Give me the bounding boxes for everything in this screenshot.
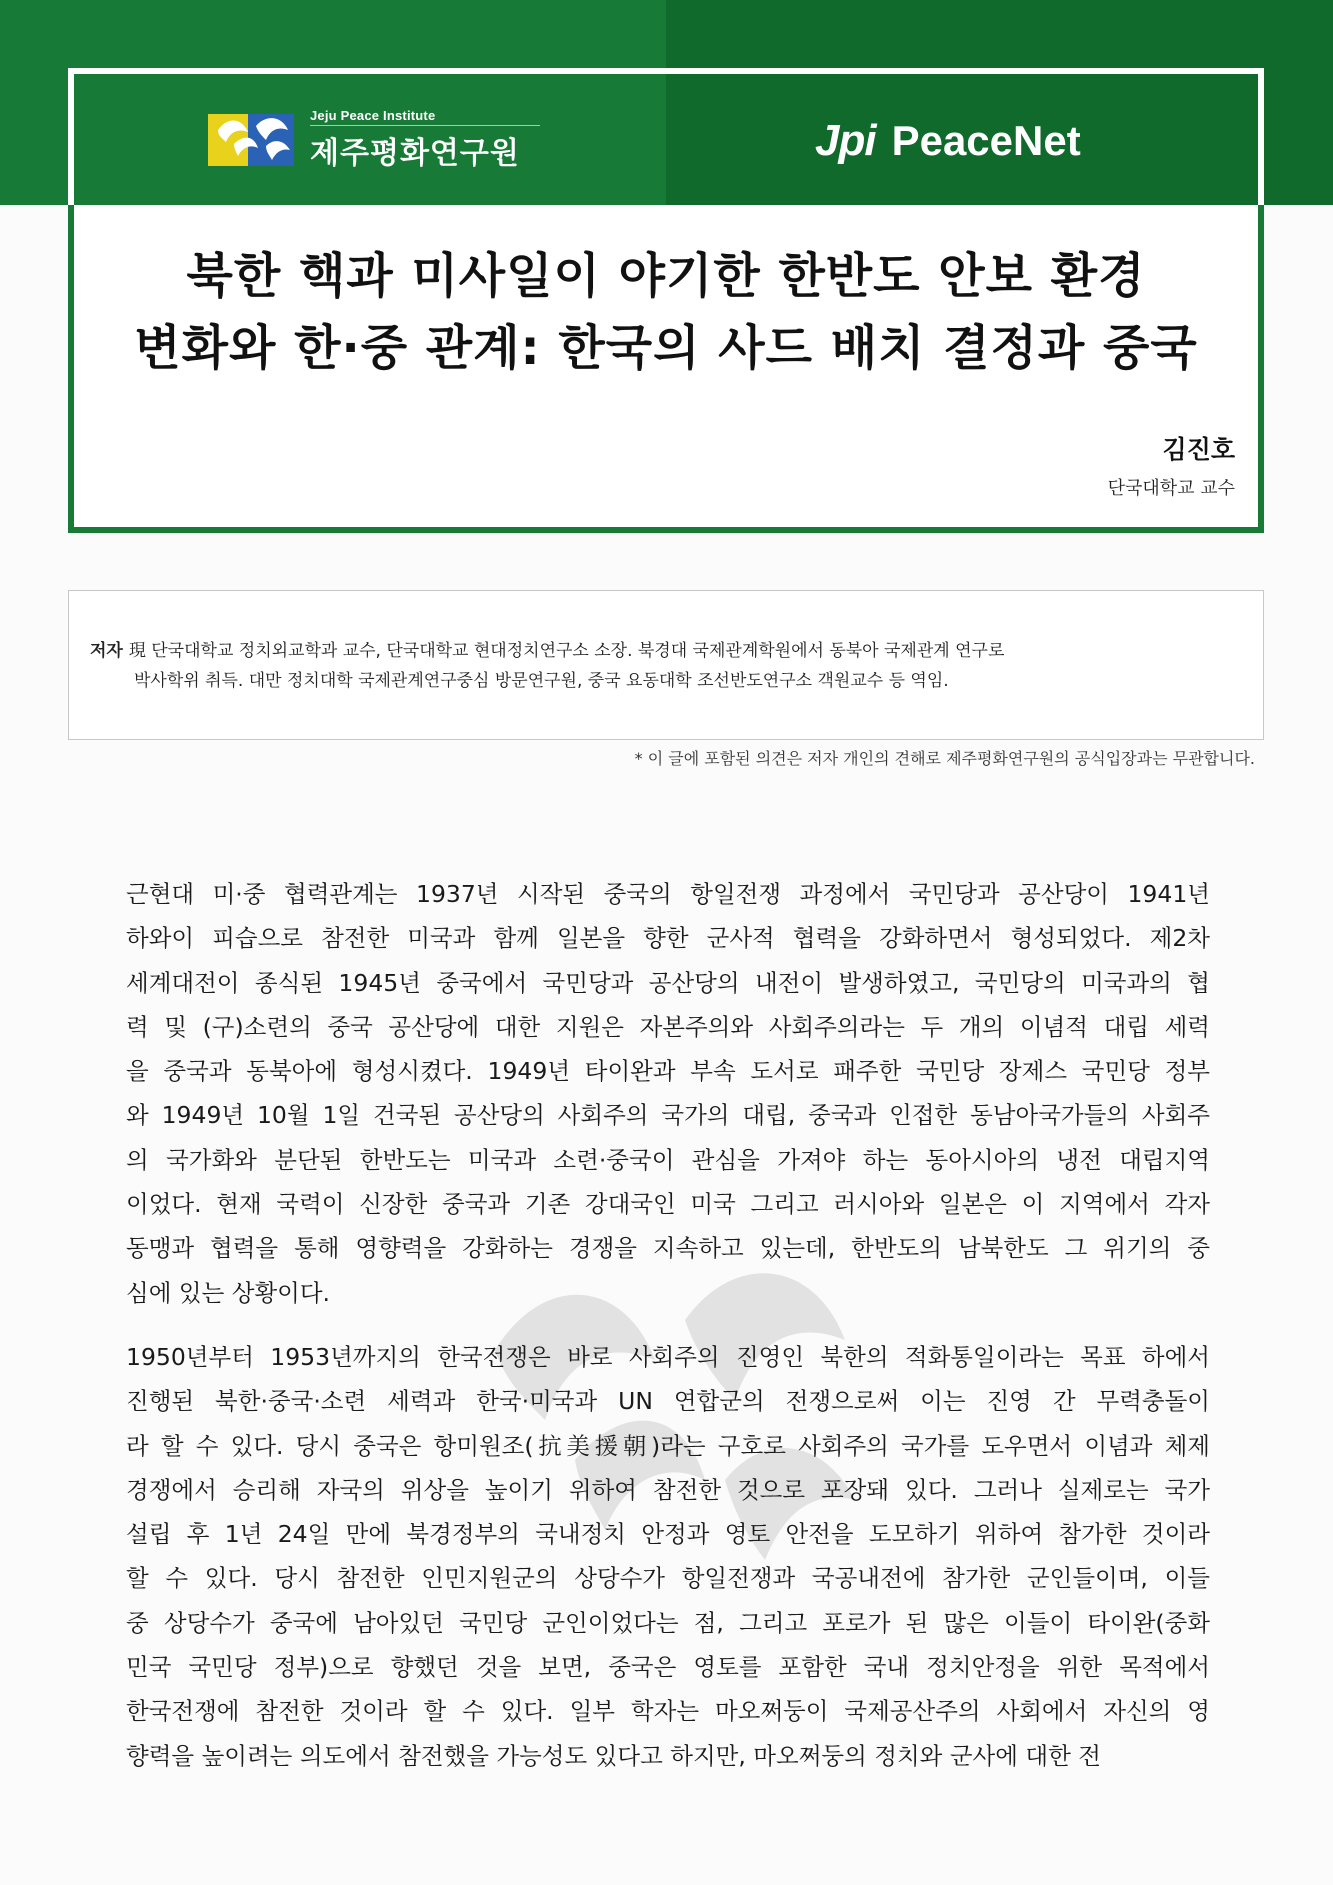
title-line-1: 북한 핵과 미사일이 야기한 한반도 안보 환경 [186, 248, 1146, 304]
body-line: 중 상당수가 중국에 남아있던 국민당 군인이었다는 점, 그리고 포로가 된 많은 이들이 타이완(중화 [126, 1608, 1210, 1637]
author-bio [90, 636, 1240, 696]
bio-label: 저자 [90, 641, 123, 661]
body-line: 력 및 (구)소련의 중국 공산당에 대한 지원은 자본주의와 사회주의라는 두 개의 이념적 대립 세력 [126, 1012, 1210, 1041]
body-line: 한국전쟁에 참전한 것이라 할 수 있다. 일부 학자는 마오쩌둥이 국제공산주의 사회에서 자신의 영 [126, 1697, 1210, 1726]
frame-edge-right [1258, 68, 1264, 205]
body-line: 민국 국민당 정부)으로 향했던 것을 보면, 중국은 영토를 포함한 국내 정치안정을 위한 목적에서 [126, 1653, 1210, 1682]
bio-line-1 [90, 636, 1240, 666]
bio-text-1: 現 단국대학교 정치외교학과 교수, 단국대학교 현대정치연구소 소장. 북경대 국제관계학원에서 동북아 국제관계 연구로 [128, 641, 1005, 661]
article-title [74, 240, 1258, 384]
peacenet-logo [815, 116, 1081, 166]
disclaimer: * 이 글에 포함된 의견은 저자 개인의 견해로 제주평화연구원의 공식입장과는 무관합니다. [634, 749, 1255, 768]
body-line: 근현대 미·중 협력관계는 1937년 시작된 중국의 항일전쟁 과정에서 국민당과 공산당이 1941년 [126, 880, 1210, 908]
title-line-2: 변화와 한·중 관계: 한국의 사드 배치 결정과 중국 [134, 320, 1198, 376]
bird-logo-icon [208, 108, 296, 172]
article-body [126, 872, 1210, 1778]
body-line: 경쟁에서 승리해 자국의 위상을 높이기 위하여 참전한 것으로 포장돼 있다. 그러나 실제로는 국가 [126, 1475, 1210, 1504]
body-line: 설립 후 1년 24일 만에 북경정부의 국내정치 안정과 영토 안전을 도모하기 위하여 참가한 것이라 [126, 1520, 1210, 1549]
body-line: 진행된 북한·중국·소련 세력과 한국·미국과 UN 연합군의 전쟁으로써 이는 진영 간 무력충돌이 [126, 1387, 1210, 1416]
body-line: 을 중국과 동북아에 형성시켰다. 1949년 타이완과 부속 도서로 패주한 국민당 장제스 국민당 정부 [126, 1057, 1210, 1086]
body-line: 1950년부터 1953년까지의 한국전쟁은 바로 사회주의 진영인 북한의 적화통일이라는 목표 하에서 [126, 1342, 1210, 1371]
body-line: 라 할 수 있다. 당시 중국은 항미원조(抗美援朝)라는 구호로 사회주의 국가를 도우면서 이념과 체제 [126, 1431, 1210, 1460]
paragraph-1 [126, 872, 1210, 1315]
bio-line-2: 박사학위 취득. 대만 정치대학 국제관계연구중심 방문연구원, 중국 요동대학 조선반도연구소 객원교수 등 역임. [134, 671, 949, 691]
author-name: 김진호 [1162, 435, 1235, 464]
body-line: 와 1949년 10월 1일 건국된 공산당의 사회주의 국가의 대립, 중국과 인접한 동남아국가들의 사회주 [126, 1101, 1210, 1130]
frame-edge-left [68, 68, 74, 205]
paragraph-2 [126, 1335, 1210, 1778]
jeju-peace-institute-logo [208, 108, 540, 172]
body-line: 의 국가화와 분단된 한반도는 미국과 소련·중국이 관심을 가져야 하는 동아시아의 냉전 대립지역 [126, 1145, 1210, 1174]
body-line: 할 수 있다. 당시 참전한 인민지원군의 상당수가 항일전쟁과 국공내전에 참가한 군인들이며, 이들 [126, 1564, 1210, 1593]
body-line: 향력을 높이려는 의도에서 참전했을 가능성도 있다고 하지만, 마오쩌둥의 정치와 군사에 대한 전 [126, 1741, 1101, 1770]
body-line: 심에 있는 상황이다. [126, 1278, 331, 1307]
body-line: 이었다. 현재 국력이 신장한 중국과 기존 강대국인 미국 그리고 러시아와 일본은 이 지역에서 각자 [126, 1190, 1210, 1219]
peacenet-wordmark: PeaceNet [891, 117, 1081, 164]
body-line: 세계대전이 종식된 1945년 중국에서 국민당과 공산당의 내전이 발생하였고, 국민당의 미국과의 협 [126, 968, 1210, 997]
jpi-mark: Jpi [815, 116, 876, 165]
institute-english-name: Jeju Peace Institute [310, 108, 540, 126]
author-affiliation: 단국대학교 교수 [1107, 478, 1235, 499]
body-line: 동맹과 협력을 통해 영향력을 강화하는 경쟁을 지속하고 있는데, 한반도의 남북한도 그 위기의 중 [126, 1234, 1210, 1263]
body-line: 하와이 피습으로 참전한 미국과 함께 일본을 향한 군사적 협력을 강화하면서 형성되었다. 제2차 [126, 924, 1210, 953]
institute-korean-name: 제주평화연구원 [310, 136, 520, 171]
